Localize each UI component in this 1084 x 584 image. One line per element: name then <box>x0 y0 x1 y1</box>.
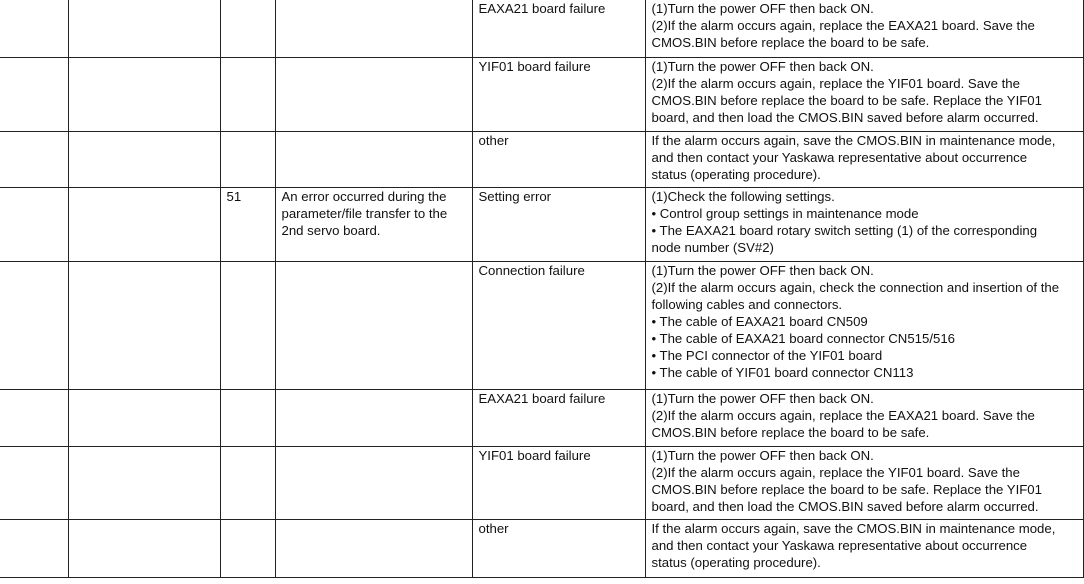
meaning-cell <box>275 187 472 261</box>
table-row <box>0 187 1083 261</box>
remedy-line: status (operating procedure). <box>651 554 821 570</box>
alarm-name-cell <box>68 0 220 57</box>
alarm-name-cell <box>68 519 220 577</box>
cause-cell: Setting error <box>472 187 645 261</box>
remedy-line: (2)If the alarm occurs again, replace the YIF01 board. Save the <box>651 464 1020 480</box>
alarm-number-cell <box>0 389 68 446</box>
meaning-line: 2nd servo board. <box>281 222 381 238</box>
alarm-number-cell <box>0 131 68 187</box>
remedy-cell <box>645 57 1083 131</box>
remedy-line: and then contact your Yaskawa representative about occurrence <box>651 149 1028 165</box>
cause-cell: other <box>472 519 645 577</box>
remedy-line: If the alarm occurs again, save the CMOS.BIN in maintenance mode, <box>651 520 1056 536</box>
remedy-cell <box>645 389 1083 446</box>
sub-code-cell <box>220 131 275 187</box>
meaning-cell <box>275 261 472 389</box>
remedy-line: (2)If the alarm occurs again, check the connection and insertion of the <box>651 279 1060 295</box>
alarm-number-cell <box>0 519 68 577</box>
remedy-cell <box>645 131 1083 187</box>
meaning-line: parameter/file transfer to the <box>281 205 448 221</box>
meaning-cell <box>275 446 472 519</box>
meaning-cell <box>275 131 472 187</box>
meaning-line: An error occurred during the <box>281 188 447 204</box>
alarm-number-cell <box>0 261 68 389</box>
remedy-cell <box>645 519 1083 577</box>
sub-code-cell <box>220 446 275 519</box>
remedy-line: CMOS.BIN before replace the board to be safe. Replace the YIF01 <box>651 481 1042 497</box>
table-row <box>0 261 1083 389</box>
table-row <box>0 389 1083 446</box>
remedy-line: node number (SV#2) <box>651 239 774 255</box>
sub-code-cell <box>220 389 275 446</box>
remedy-line: • The cable of EAXA21 board connector CN515/516 <box>651 330 955 346</box>
cause-cell: YIF01 board failure <box>472 57 645 131</box>
remedy-line: • Control group settings in maintenance mode <box>651 205 919 221</box>
remedy-line: (1)Turn the power OFF then back ON. <box>651 447 874 463</box>
table-row <box>0 131 1083 187</box>
meaning-cell <box>275 0 472 57</box>
alarm-name-cell <box>68 261 220 389</box>
remedy-line: (1)Turn the power OFF then back ON. <box>651 262 874 278</box>
alarm-name-cell <box>68 389 220 446</box>
remedy-line: • The cable of EAXA21 board CN509 <box>651 313 868 329</box>
alarm-name-cell <box>68 446 220 519</box>
alarm-name-cell <box>68 187 220 261</box>
meaning-cell <box>275 519 472 577</box>
remedy-line: • The EAXA21 board rotary switch setting (1) of the corresponding <box>651 222 1038 238</box>
remedy-cell <box>645 187 1083 261</box>
table-row <box>0 519 1083 577</box>
cause-cell: EAXA21 board failure <box>472 389 645 446</box>
cause-cell: EAXA21 board failure <box>472 0 645 57</box>
remedy-line: status (operating procedure). <box>651 166 821 182</box>
remedy-line: board, and then load the CMOS.BIN saved before alarm occurred. <box>651 498 1039 514</box>
table-row <box>0 0 1083 57</box>
cause-cell: other <box>472 131 645 187</box>
remedy-line: • The PCI connector of the YIF01 board <box>651 347 883 363</box>
remedy-line: CMOS.BIN before replace the board to be safe. <box>651 35 930 50</box>
sub-code-cell: 51 <box>220 187 275 261</box>
alarm-name-cell <box>68 131 220 187</box>
alarm-number-cell <box>0 187 68 261</box>
table-row <box>0 57 1083 131</box>
alarm-name-cell <box>68 57 220 131</box>
remedy-line: CMOS.BIN before replace the board to be safe. Replace the YIF01 <box>651 92 1042 108</box>
sub-code-cell <box>220 519 275 577</box>
remedy-line: following cables and connectors. <box>651 296 843 312</box>
alarm-number-cell <box>0 57 68 131</box>
remedy-cell <box>645 0 1083 57</box>
sub-code-cell <box>220 57 275 131</box>
remedy-line: If the alarm occurs again, save the CMOS.BIN in maintenance mode, <box>651 132 1056 148</box>
remedy-line: (2)If the alarm occurs again, replace the YIF01 board. Save the <box>651 75 1020 91</box>
remedy-line: (1)Turn the power OFF then back ON. <box>651 58 874 74</box>
alarm-number-cell <box>0 0 68 57</box>
alarm-number-cell <box>0 446 68 519</box>
remedy-line: board, and then load the CMOS.BIN saved before alarm occurred. <box>651 109 1039 125</box>
remedy-line: and then contact your Yaskawa representative about occurrence <box>651 537 1028 553</box>
remedy-line: (2)If the alarm occurs again, replace the EAXA21 board. Save the <box>651 407 1035 423</box>
cause-cell: YIF01 board failure <box>472 446 645 519</box>
remedy-line: (1)Turn the power OFF then back ON. <box>651 1 874 16</box>
remedy-line: (1)Check the following settings. <box>651 188 835 204</box>
meaning-cell <box>275 57 472 131</box>
cause-cell: Connection failure <box>472 261 645 389</box>
remedy-line: (1)Turn the power OFF then back ON. <box>651 390 874 406</box>
remedy-cell <box>645 446 1083 519</box>
remedy-line: (2)If the alarm occurs again, replace the EAXA21 board. Save the <box>651 18 1035 33</box>
remedy-cell <box>645 261 1083 389</box>
sub-code-cell <box>220 261 275 389</box>
remedy-line: CMOS.BIN before replace the board to be safe. <box>651 424 930 440</box>
remedy-line: • The cable of YIF01 board connector CN113 <box>651 364 914 380</box>
sub-code-cell <box>220 0 275 57</box>
meaning-cell <box>275 389 472 446</box>
table-row <box>0 446 1083 519</box>
